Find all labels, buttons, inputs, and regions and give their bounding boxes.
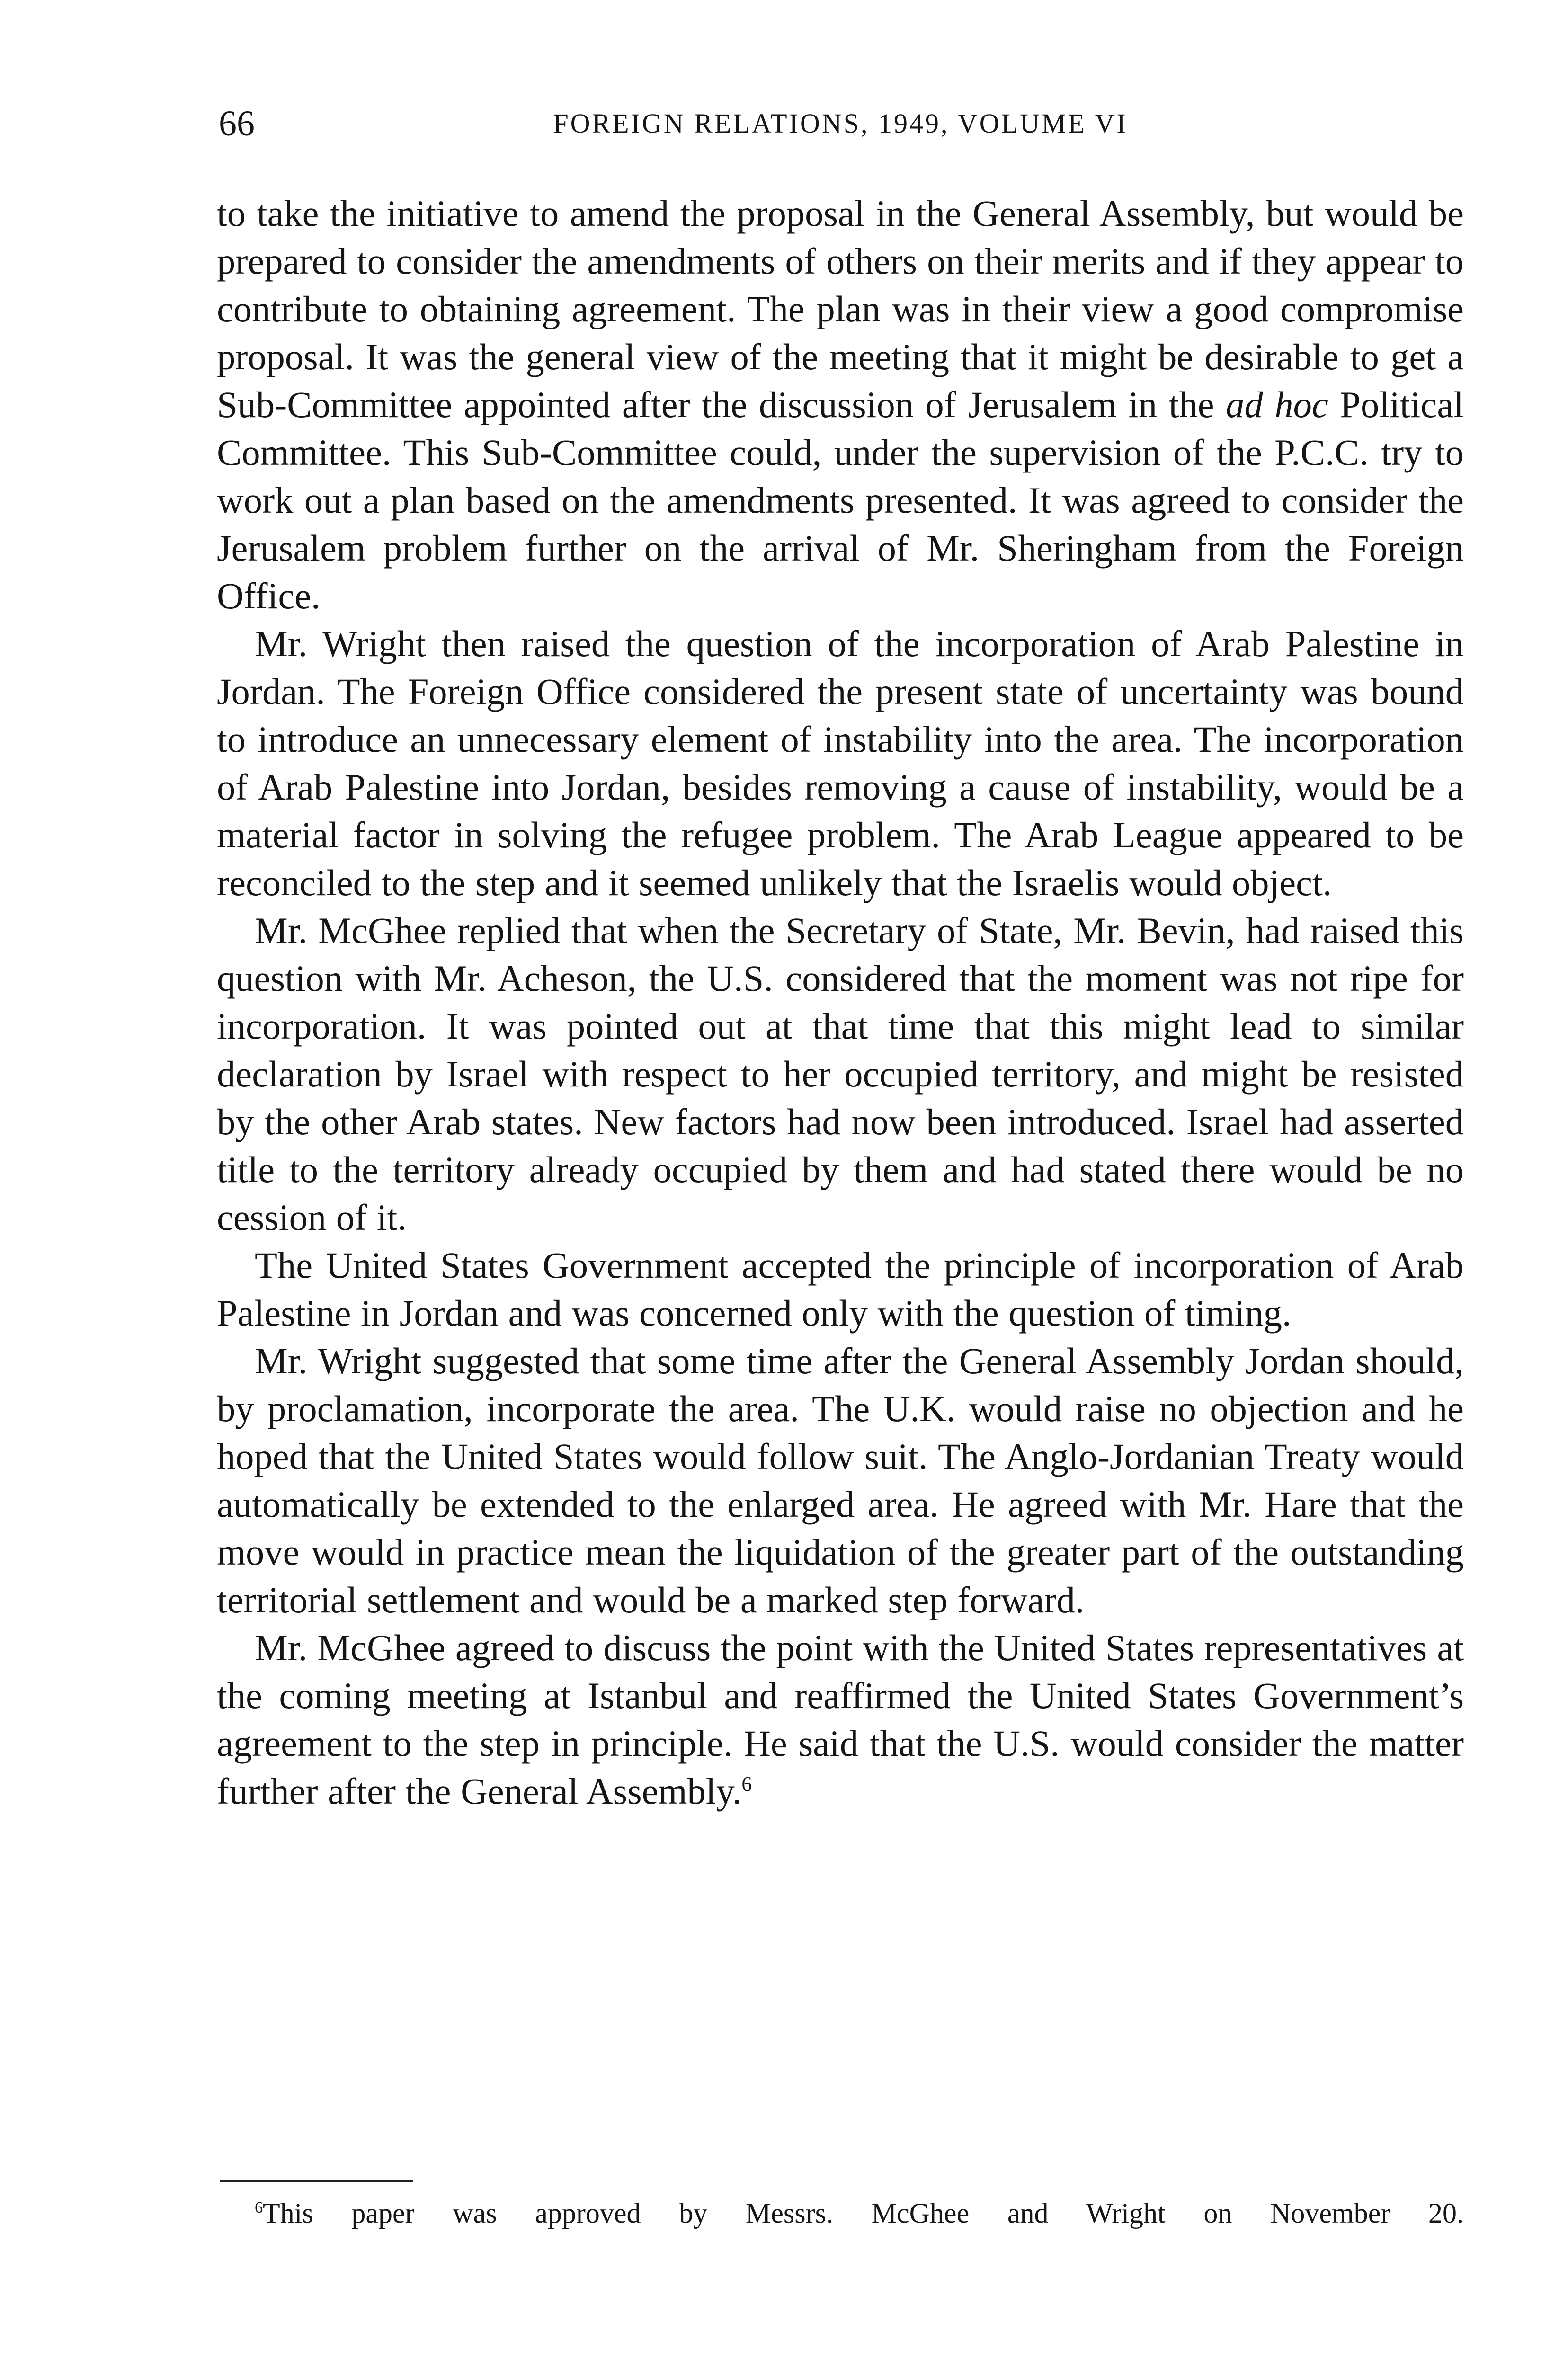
page-header (219, 102, 1462, 145)
body-text (217, 189, 1464, 1815)
paragraph-5: Mr. Wright suggested that some time after the General Assembly Jordan should, by proclamation, incorporate the area. The U.K. would raise no objection and he hoped that the United States would follow suit. The Anglo-Jordanian Treaty would automatically be extended to the enlarged area. He agreed with Mr. Hare that the move would in practice mean the liquidation of the greater part of the outstanding territorial settlement and would be a marked step forward. (217, 1340, 1464, 1620)
footnote-divider (220, 2180, 413, 2182)
paragraph-1-text-after: Political Committee. This Sub-Committee could, under the supervision of the P.C.C. try to work out a plan based on the amendments presented. It was agreed to consider the Jerusalem problem further on the arrival of Mr. Sheringham from the Foreign Office. (217, 384, 1464, 616)
paragraph-1-italic-phrase: ad hoc (1226, 384, 1328, 425)
footnote-reference: 6 (741, 1772, 752, 1796)
footnote-marker: 6 (255, 2199, 263, 2216)
paragraph-6 (217, 1624, 1464, 1815)
footnote-text: This paper was approved by Messrs. McGhee and Wright on November 20. (263, 2198, 1464, 2229)
footnote (217, 2194, 1464, 2232)
paragraph-3: Mr. McGhee replied that when the Secretary of State, Mr. Bevin, had raised this question with Mr. Acheson, the U.S. considered that the moment was not ripe for incorporation. It was pointed out at that time that this might lead to similar declaration by Israel with respect to her occupied territory, and might be resisted by the other Arab states. New factors had now been introduced. Israel had asserted title to the territory already occupied by them and had stated there would be no cession of it. (217, 910, 1464, 1238)
paragraph-1-text-before: to take the initiative to amend the proposal in the General Assembly, but would be prepared to consider the amendments of others on their merits and if they appear to contribute to obtaining agreement. The plan was in their view a good compromise proposal. It was the general view of the meeting that it might be desirable to get a Sub-Committee appointed after the discussion of Jerusalem in the (217, 193, 1464, 425)
paragraph-4: The United States Government accepted the principle of incorporation of Arab Palestine in Jordan and was concerned only with the question of timing. (217, 1245, 1464, 1334)
running-head: FOREIGN RELATIONS, 1949, VOLUME VI (553, 108, 1128, 139)
page-number: 66 (219, 104, 255, 143)
paragraph-1 (217, 189, 1464, 620)
paragraph-6-text: Mr. McGhee agreed to discuss the point with the United States representatives at the coming meeting at Istanbul and reaffirmed the United States Government’s agreement to the step in principle. He said that the U.S. would consider the matter further after the General Assembly. (217, 1627, 1464, 1812)
paragraph-2: Mr. Wright then raised the question of the incorporation of Arab Palestine in Jordan. The Foreign Office considered the present state of uncertainty was bound to introduce an unnecessary element of instability into the area. The incorporation of Arab Palestine into Jordan, besides removing a cause of instability, would be a material factor in solving the refugee problem. The Arab League appeared to be reconciled to the step and it seemed unlikely that the Israelis would object. (217, 623, 1464, 903)
